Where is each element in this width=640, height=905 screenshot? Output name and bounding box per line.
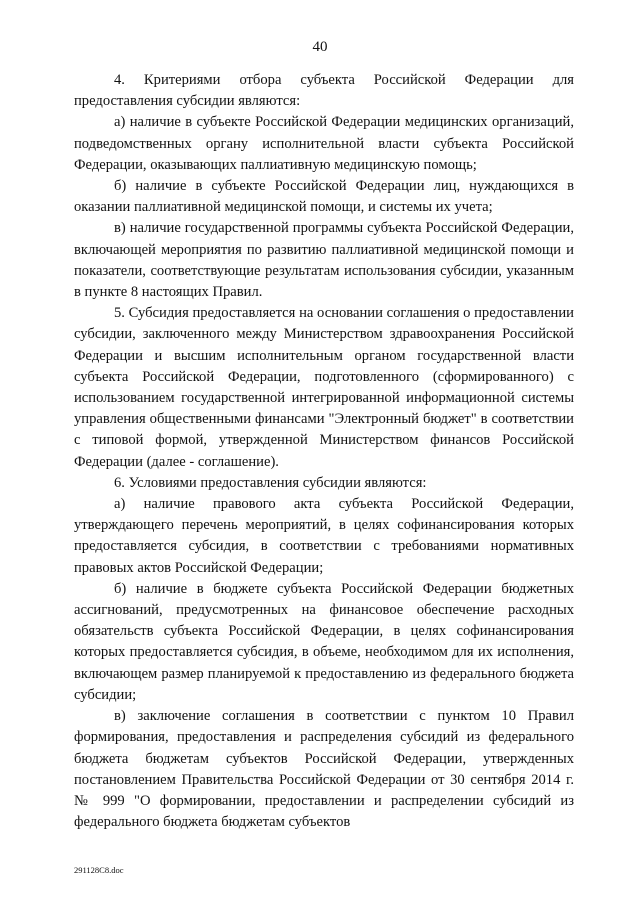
paragraph-criteria-b: б) наличие в субъекте Российской Федерации лиц, нуждающихся в оказании паллиативной медицинской помощи, и системы их учета; <box>74 178 574 216</box>
paragraph-conditions-b: б) наличие в бюджете субъекта Российской Федерации бюджетных ассигнований, предусмотренных на финансовое обеспечение расходных обязательств субъекта Российской Федерации, в целях софинансирования которых предоставляется субсидия, в объеме, необходимом для их исполнения, включающем размер планируемой к предоставлению из федерального бюджета субсидии; <box>74 580 574 703</box>
paragraph-conditions-c: в) заключение соглашения в соответствии с пунктом 10 Правил формирования, предоставления и распределения субсидий из федерального бюджета бюджетам субъектов Российской Федерации, утвержденных постановлением Правительства Российской Федерации от 30 сентября 2014 г. № 999 "О формировании, предоставлении и распределении субсидий из федерального бюджета бюджетам субъектов <box>74 708 574 831</box>
document-file-code: 291128С8.doc <box>74 865 124 875</box>
paragraph-subsidy-agreement: 5. Субсидия предоставляется на основании соглашения о предоставлении субсидии, заключенного между Министерством здравоохранения Российской Федерации и высшим исполнительным органом государственной власти субъекта Российской Федерации, подготовленного (сформированного) с использованием государственной интегрированной информационной системы управления общественными финансами "Электронный бюджет" в соответствии с типовой формой, утвержденной Министерством финансов Российской Федерации (далее - соглашение). <box>74 305 574 470</box>
paragraph-conditions-heading: 6. Условиями предоставления субсидии являются: <box>114 474 427 491</box>
paragraph-criteria-c: в) наличие государственной программы субъекта Российской Федерации, включающей мероприятия по развитию паллиативной медицинской помощи и показатели, соответствующие результатам использования субсидии, указанным в пункте 8 настоящих Правил. <box>74 220 574 301</box>
paragraph-criteria-heading: 4. Критериями отбора субъекта Российской Федерации для предоставления субсидии являются: <box>74 72 574 110</box>
document-body <box>74 70 574 833</box>
paragraph-conditions-a: а) наличие правового акта субъекта Российской Федерации, утверждающего перечень мероприятий, в целях софинансирования которых предоставляется субсидия, в соответствии с требованиями нормативных правовых актов Российской Федерации; <box>74 496 574 576</box>
page-number: 40 <box>312 39 328 55</box>
paragraph-criteria-a: а) наличие в субъекте Российской Федерации медицинских организаций, подведомственных органу исполнительной власти субъекта Российской Федерации, оказывающих паллиативную медицинскую помощь; <box>74 114 574 173</box>
